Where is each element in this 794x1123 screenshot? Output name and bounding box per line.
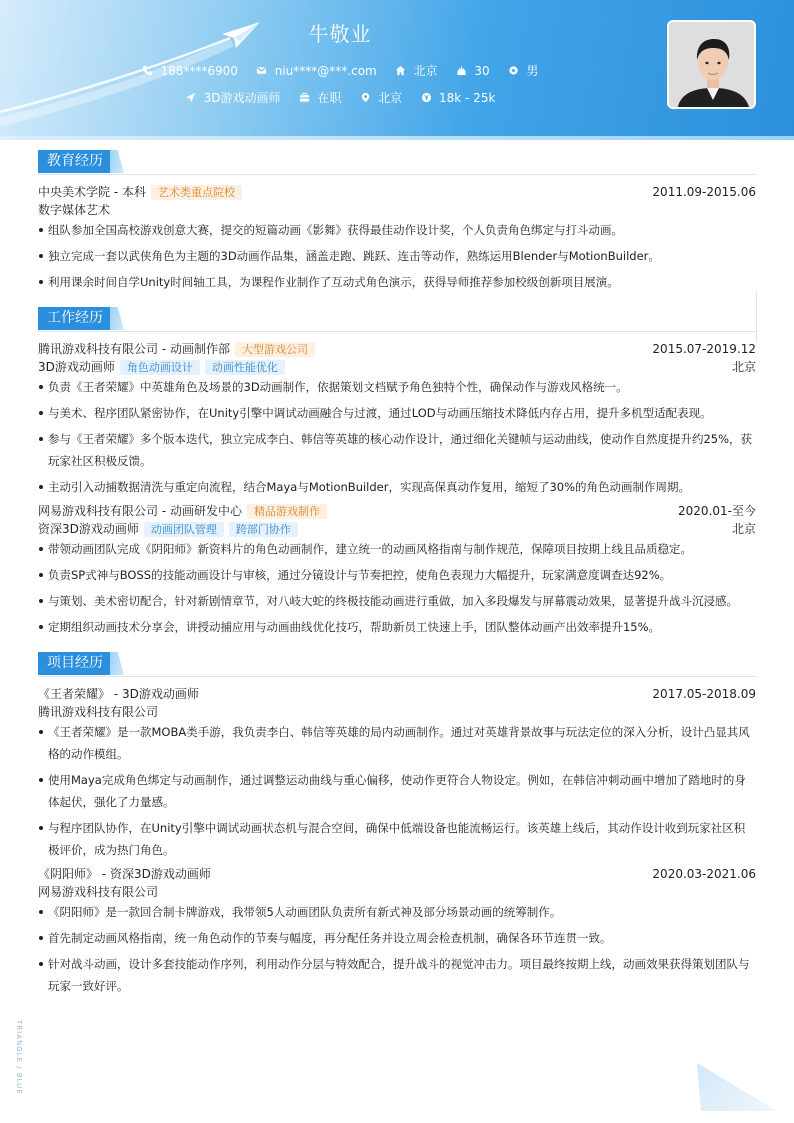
list-item: 带领动画团队完成《阴阳师》新资料片的角色动画制作，建立统一的动画风格指南与制作规范，保障项目按期上线且品质稳定。 (38, 538, 756, 560)
section-header (38, 652, 756, 676)
contact-line (0, 62, 680, 79)
education-header-row (38, 183, 756, 201)
candidate-name: 牛敬业 (308, 22, 372, 46)
home-icon (395, 65, 407, 77)
profile-photo (667, 20, 756, 109)
list-item: 参与《王者荣耀》多个版本迭代，独立完成李白、韩信等英雄的核心动作设计，通过细化关键帧与运动曲线，使动作自然度提升约25%，获玩家社区积极反馈。 (38, 428, 756, 472)
list-item: 组队参加全国高校游戏创意大赛，提交的短篇动画《影舞》获得最佳动作设计奖，个人负责角色绑定与打斗动画。 (38, 219, 756, 241)
project-bullets (38, 901, 756, 997)
project-period: 2017.05-2018.09 (652, 687, 756, 701)
list-item: 使用Maya完成角色绑定与动画制作，通过调整运动曲线与重心偏移，使动作更符合人物设定。例如，在韩信冲刺动画中增加了踏地时的身体起伏，强化了力量感。 (38, 769, 756, 813)
section-title-tail-decoration (110, 307, 124, 330)
role-tag: 跨部门协作 (229, 522, 298, 537)
project-period: 2020.03-2021.06 (652, 867, 756, 881)
school-tag: 艺术类重点院校 (151, 185, 242, 200)
corner-triangle-decoration (697, 1063, 777, 1111)
job-company: 网易游戏科技有限公司 - 动画研发中心 (38, 504, 242, 518)
email-value: niu****@***.com (274, 63, 377, 78)
list-item: 负责SP式神与BOSS的技能动画设计与审核，通过分镜设计与节奏把控，使角色表现力大幅提升，玩家满意度调查达92%。 (38, 564, 756, 586)
job-intent-line (0, 89, 680, 106)
gender-icon (508, 65, 520, 77)
position-item (185, 89, 281, 106)
yen-coin-icon (420, 92, 432, 104)
list-item: 针对战斗动画，设计多套技能动作序列，利用动作分层与特效配合，提升战斗的视觉冲击力。项目最终按期上线，动画效果获得策划团队与玩家一致好评。 (38, 953, 756, 997)
phone-value: 188****6900 (160, 63, 238, 78)
list-item: 定期组织动画技术分享会，讲授动捕应用与动画曲线优化技巧，帮助新员工快速上手，团队整体动画产出效率提升15%。 (38, 616, 756, 638)
divider-line (756, 292, 757, 342)
project-name: 《阴阳师》 - 资深3D游戏动画师 (38, 867, 211, 881)
job-role-row (38, 520, 756, 538)
portrait-image (669, 22, 756, 109)
salary-item (420, 91, 495, 105)
job-bullets (38, 376, 756, 498)
role-tag: 动画性能优化 (205, 360, 285, 375)
company-tag: 精品游戏制作 (247, 504, 327, 519)
project-company-row (38, 883, 756, 901)
section-header (38, 150, 756, 174)
school-name: 中央美术学院 - 本科 (38, 185, 146, 199)
project-company-row (38, 703, 756, 721)
project-company: 网易游戏科技有限公司 (38, 885, 159, 899)
job-header-row (38, 340, 756, 358)
briefcase-icon (298, 92, 310, 104)
project-entry (38, 685, 756, 861)
gender-value: 男 (526, 64, 539, 78)
section-title-projects: 项目经历 (38, 652, 112, 675)
resume-header (0, 0, 794, 140)
list-item: 与程序团队协作，在Unity引擎中调试动画状态机与混合空间，确保中低端设备也能流畅运行。该英雄上线后，其动作设计收到玩家社区积极评价，成为热门角色。 (38, 817, 756, 861)
job-period: 2020.01-至今 (678, 504, 756, 518)
city-item (395, 62, 438, 79)
job-header-row (38, 502, 756, 520)
phone-icon (141, 65, 153, 77)
project-company: 腾讯游戏科技有限公司 (38, 705, 159, 719)
job-entry (38, 340, 756, 498)
list-item: 与策划、美术密切配合，针对新剧情章节，对八岐大蛇的终极技能动画进行重做，加入多段爆发与屏幕震动效果，显著提升战斗沉浸感。 (38, 590, 756, 612)
project-bullets (38, 721, 756, 861)
job-city: 北京 (731, 522, 756, 536)
job-city: 北京 (731, 360, 756, 374)
side-watermark: TRIANGLE / BLUE (15, 1020, 23, 1095)
mail-icon (256, 65, 268, 77)
list-item: 《王者荣耀》是一款MOBA类手游，我负责李白、韩信等英雄的局内动画制作。通过对英雄背景故事与玩法定位的深入分析，设计凸显其风格的动作模组。 (38, 721, 756, 765)
list-item: 《阴阳师》是一款回合制卡牌游戏，我带领5人动画团队负责所有新式神及部分场景动画的统筹制作。 (38, 901, 756, 923)
education-major: 数字媒体艺术 (38, 203, 111, 217)
section-title-education: 教育经历 (38, 150, 112, 173)
job-period: 2015.07-2019.12 (652, 342, 756, 356)
project-header-row (38, 685, 756, 703)
target-city-item (359, 89, 402, 106)
location-pin-icon (359, 92, 371, 104)
projects-section (38, 652, 756, 997)
email-item (256, 64, 377, 78)
section-title-tail-decoration (110, 652, 124, 675)
job-role: 资深3D游戏动画师 (38, 522, 139, 536)
job-entry (38, 502, 756, 638)
cake-icon (455, 65, 467, 77)
gender-item (508, 62, 539, 79)
education-section (38, 150, 756, 293)
company-tag: 大型游戏公司 (235, 342, 315, 357)
education-bullets (38, 219, 756, 293)
role-tag: 动画团队管理 (144, 522, 224, 537)
status-value: 在职 (317, 91, 342, 105)
phone-item (141, 64, 237, 78)
list-item: 负责《王者荣耀》中英雄角色及场景的3D动画制作，依据策划文档赋予角色独特个性，确保动作与游戏风格统一。 (38, 376, 756, 398)
job-company: 腾讯游戏科技有限公司 - 动画制作部 (38, 342, 230, 356)
city-value: 北京 (413, 64, 438, 78)
list-item: 首先制定动画风格指南，统一角色动作的节奏与幅度，再分配任务并设立周会检查机制，确保各环节连贯一致。 (38, 927, 756, 949)
job-role: 3D游戏动画师 (38, 360, 115, 374)
work-section (38, 307, 756, 638)
list-item: 独立完成一套以武侠角色为主题的3D动画作品集，涵盖走跑、跳跃、连击等动作，熟练运用Blender与MotionBuilder。 (38, 245, 756, 267)
section-title-tail-decoration (110, 150, 124, 173)
project-name: 《王者荣耀》 - 3D游戏动画师 (38, 687, 199, 701)
job-bullets (38, 538, 756, 638)
section-header (38, 307, 756, 331)
age-item (455, 64, 489, 78)
education-period: 2011.09-2015.06 (652, 185, 756, 199)
salary-value: 18k - 25k (439, 90, 496, 105)
status-item (298, 89, 341, 106)
position-value: 3D游戏动画师 (203, 91, 281, 105)
age-value: 30 (474, 63, 490, 78)
education-major-row (38, 201, 756, 219)
project-entry (38, 865, 756, 997)
project-header-row (38, 865, 756, 883)
paper-plane-icon (185, 92, 197, 104)
list-item: 与美术、程序团队紧密协作，在Unity引擎中调试动画融合与过渡，通过LOD与动画压缩技术降低内存占用，提升多机型适配表现。 (38, 402, 756, 424)
list-item: 利用课余时间自学Unity时间轴工具，为课程作业制作了互动式角色演示，获得导师推荐参加校级创新项目展演。 (38, 271, 756, 293)
job-role-row (38, 358, 756, 376)
target-city-value: 北京 (378, 91, 403, 105)
resume-body (38, 150, 756, 1001)
role-tag: 角色动画设计 (120, 360, 200, 375)
list-item: 主动引入动捕数据清洗与重定向流程，结合Maya与MotionBuilder，实现高保真动作复用，缩短了30%的角色动画制作周期。 (38, 476, 756, 498)
section-title-work: 工作经历 (38, 307, 112, 330)
